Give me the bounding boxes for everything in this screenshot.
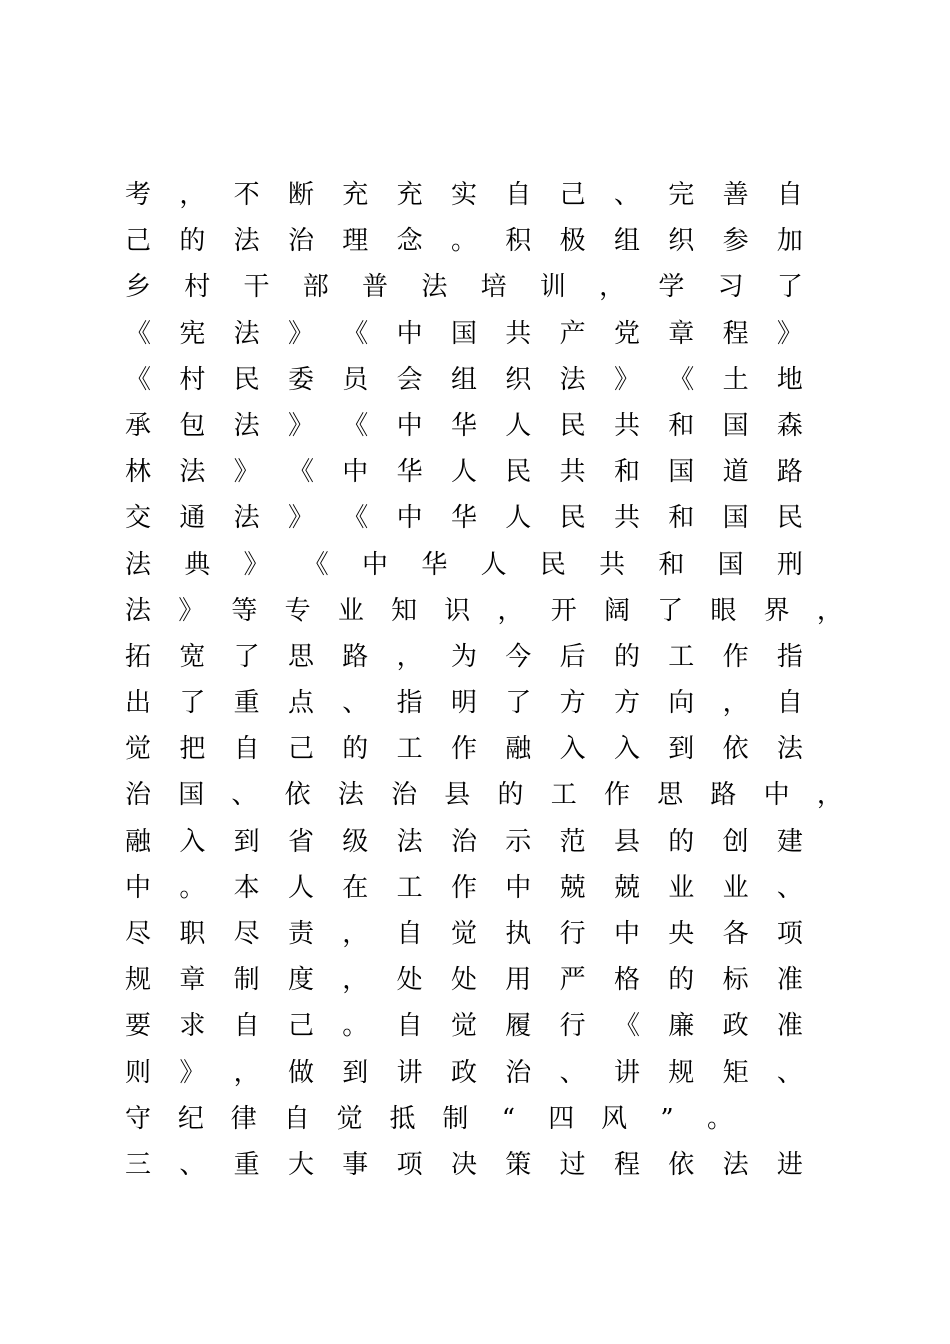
text-line: 法 》 等 专 业 知 识 ， 开 阔 了 眼 界 ， xyxy=(124,595,843,626)
text-line: 尽 职 尽 责 ， 自 觉 执 行 中 央 各 项 xyxy=(124,919,803,949)
text-line: 则 》 ， 做 到 讲 政 治 、 讲 规 矩 、 xyxy=(124,1057,803,1088)
text-line: 守 纪 律 自 觉 抵 制 “ 四 风 ” 。 xyxy=(124,1103,733,1134)
text-line: 要 求 自 己 。 自 觉 履 行 《 廉 政 准 xyxy=(124,1011,803,1042)
text-line: 交 通 法 》 《 中 华 人 民 共 和 国 民 xyxy=(124,503,803,534)
text-line: 融 入 到 省 级 法 治 示 范 县 的 创 建 xyxy=(124,826,803,857)
text-line: 规 章 制 度 ， 处 处 用 严 格 的 标 准 xyxy=(124,965,803,996)
text-line: 拓 宽 了 思 路 ， 为 今 后 的 工 作 指 xyxy=(124,641,803,672)
text-line: 《 村 民 委 员 会 组 织 法 》 《 土 地 xyxy=(124,364,803,395)
text-line: 承 包 法 》 《 中 华 人 民 共 和 国 森 xyxy=(124,410,803,441)
text-line: 乡 村 干 部 普 法 培 训 ， 学 习 了 xyxy=(124,272,803,303)
text-line: 觉 把 自 己 的 工 作 融 入 入 到 依 法 xyxy=(124,734,803,765)
text-line: 中 。 本 人 在 工 作 中 兢 兢 业 业 、 xyxy=(124,872,803,903)
text-line: 治 国 、 依 法 治 县 的 工 作 思 路 中 ， xyxy=(124,780,843,811)
text-line: 出 了 重 点 、 指 明 了 方 方 向 ， 自 xyxy=(124,688,803,719)
text-line: 三 、 重 大 事 项 决 策 过 程 依 法 进 xyxy=(124,1149,803,1180)
body-text xyxy=(124,172,844,1188)
text-line: 林 法 》 《 中 华 人 民 共 和 国 道 路 xyxy=(124,457,803,488)
text-line: 己 的 法 治 理 念 。 积 极 组 织 参 加 xyxy=(124,226,803,257)
text-line: 法 典 》 《 中 华 人 民 共 和 国 刑 xyxy=(124,549,803,580)
text-line: 考 ， 不 断 充 充 实 自 己 、 完 善 自 xyxy=(124,180,803,210)
text-line: 《 宪 法 》 《 中 国 共 产 党 章 程 》 xyxy=(124,318,803,349)
